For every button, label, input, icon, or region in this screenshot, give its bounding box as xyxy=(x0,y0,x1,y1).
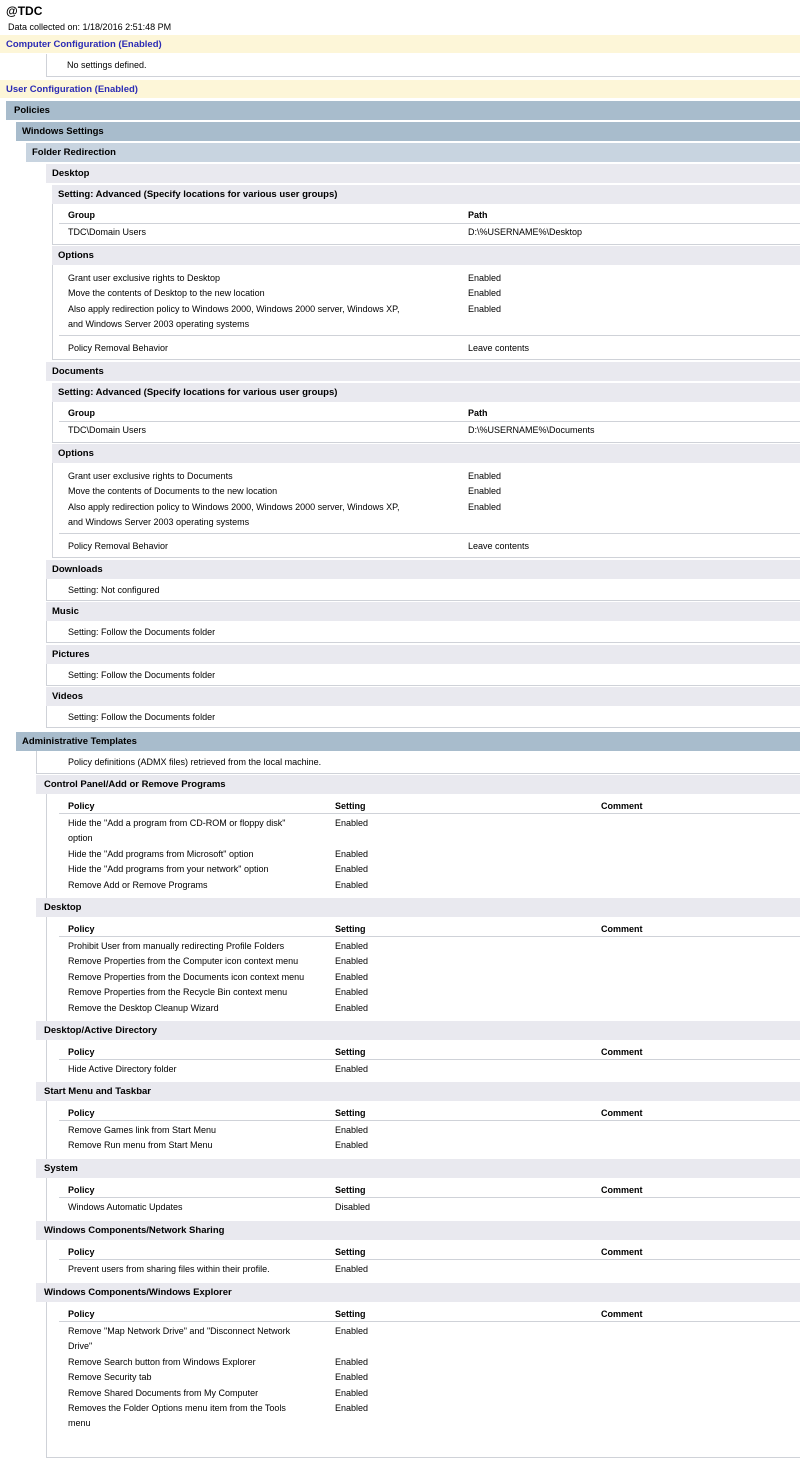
admin-templates-body xyxy=(36,751,800,774)
removal-behavior-label: Policy Removal Behavior xyxy=(68,343,169,353)
policy-setting: Enabled xyxy=(335,848,369,859)
policy-table xyxy=(46,794,800,914)
path-column-header: Path xyxy=(468,408,488,418)
folder-redirection-header[interactable] xyxy=(26,143,800,162)
desktop-group-table xyxy=(52,204,800,245)
music-body xyxy=(46,621,800,643)
policy-setting: Enabled xyxy=(335,818,369,828)
admin-section-label: Control Panel/Add or Remove Programs xyxy=(44,779,226,790)
option-value: Enabled xyxy=(468,486,502,496)
admin-templates-header[interactable] xyxy=(16,732,800,751)
policy-name: Remove Add or Remove Programs xyxy=(68,879,208,890)
pictures-header[interactable] xyxy=(46,645,800,664)
policy-name: Removes the Folder Options menu item from the Tools xyxy=(68,1403,286,1413)
policy-name: Remove Properties from the Computer icon context menu xyxy=(68,956,299,967)
policy-setting: Enabled xyxy=(335,1140,369,1151)
policy-setting: Enabled xyxy=(335,1387,369,1398)
admin-section-header[interactable] xyxy=(36,1082,800,1101)
downloads-body xyxy=(46,579,800,601)
comment-column-header: Comment xyxy=(601,924,643,934)
policy-name: Prohibit User from manually redirecting Profile Folders xyxy=(68,941,285,951)
comment-column-header: Comment xyxy=(601,1047,643,1057)
admin-section-label: Desktop/Active Directory xyxy=(44,1025,157,1036)
policy-column-header: Policy xyxy=(68,1047,95,1057)
desktop-label: Desktop xyxy=(52,168,90,179)
policy-name: Prevent users from sharing files within their profile. xyxy=(68,1264,270,1274)
documents-setting-header[interactable] xyxy=(52,383,800,402)
downloads-header[interactable] xyxy=(46,560,800,579)
group-value: TDC\Domain Users xyxy=(68,227,147,237)
pictures-body xyxy=(46,664,800,686)
setting-column-header: Setting xyxy=(335,924,366,934)
desktop-redirection-header[interactable] xyxy=(46,164,800,183)
setting-advanced-label: Setting: Advanced (Specify locations for various user groups) xyxy=(58,189,338,200)
policy-name: Remove the Desktop Cleanup Wizard xyxy=(68,1002,219,1013)
setting-column-header: Setting xyxy=(335,1108,366,1118)
option-value: Enabled xyxy=(468,502,502,512)
divider xyxy=(59,1321,800,1322)
policies-header[interactable] xyxy=(6,101,800,120)
computer-config-body xyxy=(46,54,800,77)
setting-value: Setting: Not configured xyxy=(68,585,160,595)
admin-section-header[interactable] xyxy=(36,1159,800,1178)
comment-column-header: Comment xyxy=(601,1247,643,1257)
music-label: Music xyxy=(52,606,79,617)
desktop-options-header[interactable] xyxy=(52,246,800,265)
policy-setting: Enabled xyxy=(335,1125,369,1135)
option-value: Enabled xyxy=(468,273,502,283)
admin-section-label: System xyxy=(44,1163,78,1174)
setting-value: Setting: Follow the Documents folder xyxy=(68,712,216,722)
documents-group-table xyxy=(52,402,800,443)
policy-setting: Enabled xyxy=(335,1356,369,1367)
videos-header[interactable] xyxy=(46,687,800,706)
option-label: Move the contents of Documents to the new location xyxy=(68,486,278,496)
comment-column-header: Comment xyxy=(601,801,643,811)
divider xyxy=(59,335,800,336)
policy-setting: Enabled xyxy=(335,941,369,951)
group-value: TDC\Domain Users xyxy=(68,425,147,435)
admin-section-label: Desktop xyxy=(44,902,82,913)
option-label: Grant user exclusive rights to Desktop xyxy=(68,273,221,283)
admin-section-header[interactable] xyxy=(36,1283,800,1302)
options-label: Options xyxy=(58,448,94,459)
windows-settings-label: Windows Settings xyxy=(22,126,104,137)
admin-section-header[interactable] xyxy=(36,1021,800,1040)
policy-name: Hide the "Add a program from CD-ROM or floppy disk" xyxy=(68,818,286,828)
admin-section-header[interactable] xyxy=(36,898,800,917)
pictures-label: Pictures xyxy=(52,649,90,660)
options-label: Options xyxy=(58,250,94,261)
folder-redirection-label: Folder Redirection xyxy=(32,147,116,158)
divider xyxy=(59,223,800,224)
policy-name: Hide Active Directory folder xyxy=(68,1064,177,1074)
documents-options-table xyxy=(52,463,800,558)
policy-setting: Disabled xyxy=(335,1202,371,1212)
comment-column-header: Comment xyxy=(601,1309,643,1319)
policy-name: Remove "Map Network Drive" and "Disconnect Network xyxy=(68,1326,291,1336)
path-value: D:\%USERNAME%\Desktop xyxy=(468,227,583,237)
admin-section-header[interactable] xyxy=(36,1221,800,1240)
policy-setting: Enabled xyxy=(335,1264,369,1274)
policy-name: Remove Security tab xyxy=(68,1372,152,1383)
option-value: Enabled xyxy=(468,471,502,481)
path-value: D:\%USERNAME%\Documents xyxy=(468,425,595,435)
policy-column-header: Policy xyxy=(68,924,95,934)
path-column-header: Path xyxy=(468,210,488,220)
page-title: @TDC xyxy=(6,4,43,18)
option-value: Enabled xyxy=(468,304,502,314)
videos-body xyxy=(46,706,800,728)
admin-section-label: Windows Components/Windows Explorer xyxy=(44,1287,232,1298)
policy-setting: Enabled xyxy=(335,1326,369,1336)
policy-column-header: Policy xyxy=(68,801,95,811)
setting-value: Setting: Follow the Documents folder xyxy=(68,627,216,637)
policy-setting: Enabled xyxy=(335,1372,369,1383)
admin-section-label: Windows Components/Network Sharing xyxy=(44,1225,225,1236)
downloads-label: Downloads xyxy=(52,564,103,575)
user-config-header[interactable] xyxy=(0,80,800,98)
policy-table xyxy=(46,1302,800,1458)
computer-config-label: Computer Configuration (Enabled) xyxy=(6,39,162,50)
divider xyxy=(59,533,800,534)
divider xyxy=(59,813,800,814)
policy-name: Remove Properties from the Recycle Bin context menu xyxy=(68,987,288,998)
option-label: and Windows Server 2003 operating systems xyxy=(68,517,250,527)
policy-name: menu xyxy=(68,1418,91,1429)
admin-section-header[interactable] xyxy=(36,775,800,794)
policy-setting: Enabled xyxy=(335,1064,369,1074)
divider xyxy=(59,1120,800,1121)
admin-templates-label: Administrative Templates xyxy=(22,736,137,747)
policy-column-header: Policy xyxy=(68,1309,95,1319)
option-label: Grant user exclusive rights to Documents xyxy=(68,471,233,481)
comment-column-header: Comment xyxy=(601,1185,643,1195)
policy-setting: Enabled xyxy=(335,987,369,998)
windows-settings-header[interactable] xyxy=(16,122,800,141)
setting-column-header: Setting xyxy=(335,1309,366,1319)
policy-name: Remove Shared Documents from My Computer xyxy=(68,1387,259,1398)
music-header[interactable] xyxy=(46,602,800,621)
policy-setting: Enabled xyxy=(335,864,369,875)
policy-setting: Enabled xyxy=(335,971,369,982)
policy-name: Hide the "Add programs from your network" option xyxy=(68,864,269,875)
policy-name: Remove Properties from the Documents icon context menu xyxy=(68,971,305,982)
setting-column-header: Setting xyxy=(335,1047,366,1057)
policy-setting: Enabled xyxy=(335,1403,369,1413)
policy-name: Remove Search button from Windows Explorer xyxy=(68,1356,256,1367)
divider xyxy=(59,1059,800,1060)
policy-setting: Enabled xyxy=(335,1002,369,1013)
policy-name: Drive" xyxy=(68,1341,93,1352)
documents-label: Documents xyxy=(52,366,104,377)
policy-column-header: Policy xyxy=(68,1247,95,1257)
comment-column-header: Comment xyxy=(601,1108,643,1118)
removal-behavior-value: Leave contents xyxy=(468,541,530,551)
documents-options-header[interactable] xyxy=(52,444,800,463)
policies-label: Policies xyxy=(14,105,50,116)
policy-name: Remove Run menu from Start Menu xyxy=(68,1140,213,1151)
divider xyxy=(59,1197,800,1198)
policy-column-header: Policy xyxy=(68,1108,95,1118)
policy-name: Remove Games link from Start Menu xyxy=(68,1125,217,1135)
option-label: Move the contents of Desktop to the new location xyxy=(68,288,265,298)
option-label: Also apply redirection policy to Windows 2000, Windows 2000 server, Windows XP, xyxy=(68,502,400,512)
policy-name: Windows Automatic Updates xyxy=(68,1202,183,1212)
policy-name: Hide the "Add programs from Microsoft" option xyxy=(68,848,254,859)
no-settings-text: No settings defined. xyxy=(67,60,147,70)
policy-setting: Enabled xyxy=(335,956,369,967)
computer-config-header[interactable] xyxy=(0,35,800,53)
setting-advanced-label: Setting: Advanced (Specify locations for various user groups) xyxy=(58,387,338,398)
collected-date: Data collected on: 1/18/2016 2:51:48 PM xyxy=(8,22,172,32)
admin-section-label: Start Menu and Taskbar xyxy=(44,1086,151,1097)
setting-column-header: Setting xyxy=(335,801,366,811)
videos-label: Videos xyxy=(52,691,83,702)
removal-behavior-value: Leave contents xyxy=(468,343,530,353)
removal-behavior-label: Policy Removal Behavior xyxy=(68,541,169,551)
group-column-header: Group xyxy=(68,408,95,418)
desktop-options-table xyxy=(52,265,800,360)
policy-column-header: Policy xyxy=(68,1185,95,1195)
divider xyxy=(59,1259,800,1260)
documents-redirection-header[interactable] xyxy=(46,362,800,381)
policy-setting: Enabled xyxy=(335,879,369,890)
policy-table xyxy=(46,917,800,1037)
desktop-setting-header[interactable] xyxy=(52,185,800,204)
setting-column-header: Setting xyxy=(335,1247,366,1257)
admin-templates-msg: Policy definitions (ADMX files) retrieved from the local machine. xyxy=(68,757,322,767)
divider xyxy=(59,936,800,937)
user-config-label: User Configuration (Enabled) xyxy=(6,84,138,95)
divider xyxy=(59,421,800,422)
option-value: Enabled xyxy=(468,288,502,298)
policy-name: option xyxy=(68,833,93,844)
setting-column-header: Setting xyxy=(335,1185,366,1195)
option-label: and Windows Server 2003 operating systems xyxy=(68,319,250,329)
setting-value: Setting: Follow the Documents folder xyxy=(68,670,216,680)
group-column-header: Group xyxy=(68,210,95,220)
option-label: Also apply redirection policy to Windows 2000, Windows 2000 server, Windows XP, xyxy=(68,304,400,314)
